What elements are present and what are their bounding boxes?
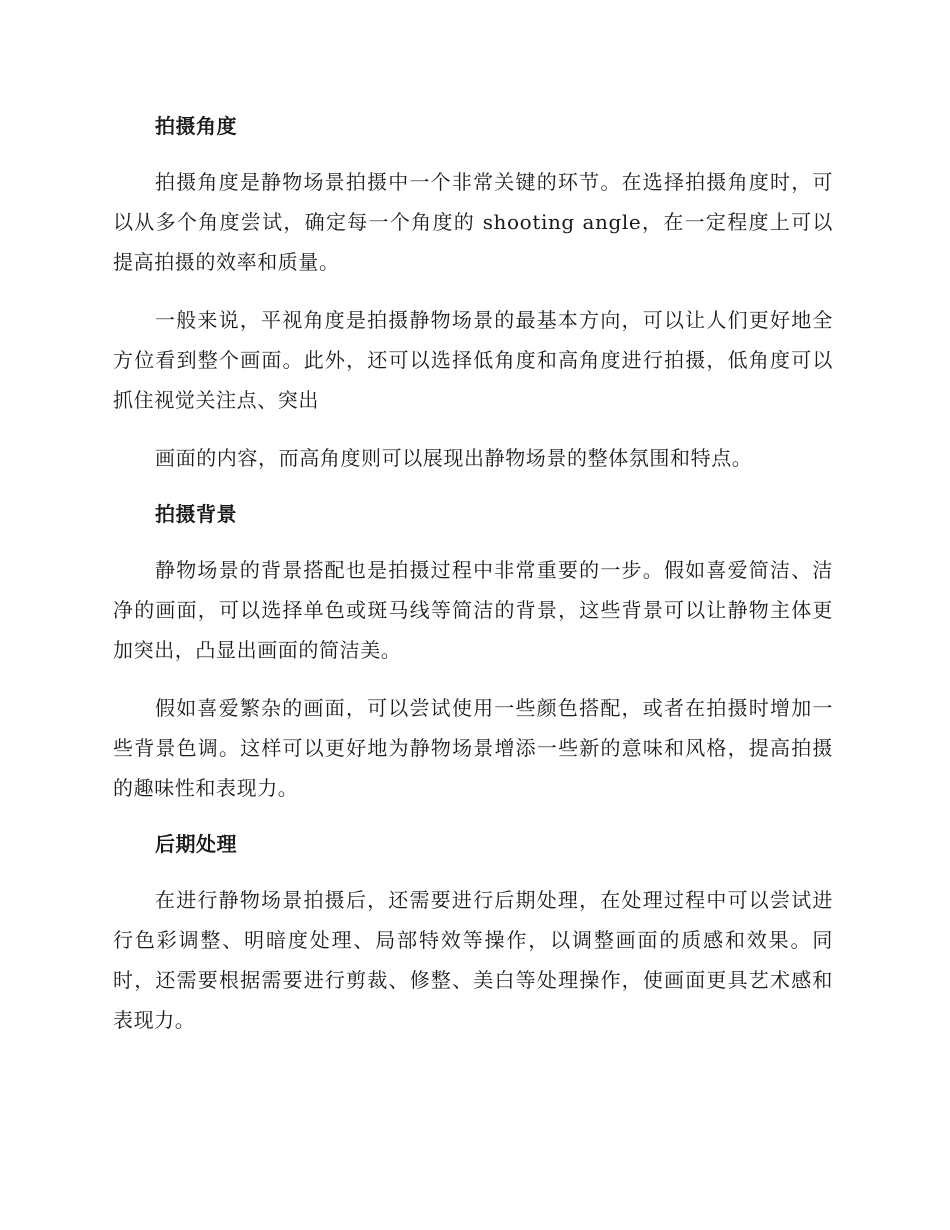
section-heading-shooting-angle: 拍摄角度 — [155, 114, 237, 138]
paragraph: 画面的内容，而高角度则可以展现出静物场景的整体氛围和特点。 — [155, 446, 753, 470]
section-heading-background: 拍摄背景 — [155, 502, 237, 526]
paragraph: 静物场景的背景搭配也是拍摄过程中非常重要的一步。假如喜爱简洁、洁净的画面，可以选择单色或斑马线等简洁的背景，这些背景可以让静物主体更加突出，凸显出画面的简洁美。 — [113, 558, 833, 662]
paragraph: 在进行静物场景拍摄后，还需要进行后期处理，在处理过程中可以尝试进行色彩调整、明暗度处理、局部特效等操作，以调整画面的质感和效果。同时，还需要根据需要进行剪裁、修整、美白等处理操作，使画面更具艺术感和表现力。 — [113, 888, 833, 1032]
paragraph: 拍摄角度是静物场景拍摄中一个非常关键的环节。在选择拍摄角度时，可以从多个角度尝试，确定每一个角度的 shooting angle，在一定程度上可以提高拍摄的效率和质量。 — [113, 170, 833, 274]
paragraph: 一般来说，平视角度是拍摄静物场景的最基本方向，可以让人们更好地全方位看到整个画面。此外，还可以选择低角度和高角度进行拍摄，低角度可以抓住视觉关注点、突出 — [113, 308, 833, 412]
paragraph: 假如喜爱繁杂的画面，可以尝试使用一些颜色搭配，或者在拍摄时增加一些背景色调。这样可以更好地为静物场景增添一些新的意味和风格，提高拍摄的趣味性和表现力。 — [113, 696, 833, 800]
section-heading-post-processing: 后期处理 — [155, 832, 237, 856]
document-body — [113, 108, 833, 1058]
